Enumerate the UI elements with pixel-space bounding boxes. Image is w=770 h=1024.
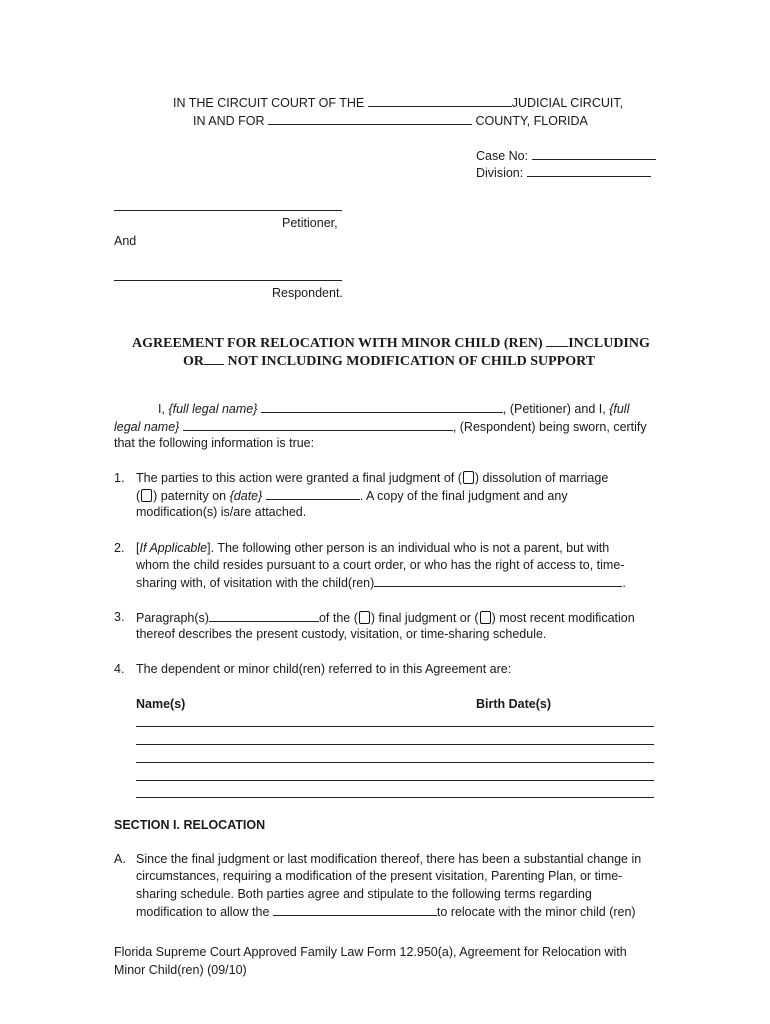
section-a-line3: sharing schedule. Both parties agree and stipulate to the following terms regarding	[136, 887, 592, 901]
county-field[interactable]	[268, 112, 472, 125]
item-2-line1	[136, 540, 609, 557]
item-2-text-a: ]. The following other person is an individual who is not a parent, but with	[207, 541, 610, 555]
item-1-text-a: The parties to this action were granted a final judgment of (	[136, 471, 462, 485]
item-2-period: .	[622, 576, 626, 590]
item-2-line3	[136, 574, 626, 592]
footer-line2: Minor Child(ren) (09/10)	[114, 963, 247, 977]
respondent-full-name-field[interactable]	[183, 418, 453, 431]
full-legal-name-hint: {full legal name}	[168, 402, 258, 416]
division-field[interactable]	[527, 164, 651, 177]
intro-petitioner-text: , (Petitioner) and I,	[502, 402, 606, 416]
intro-line3: that the following information is true:	[114, 436, 315, 450]
petitioner-full-name-field[interactable]	[261, 400, 503, 413]
recent-modification-checkbox[interactable]	[480, 611, 491, 624]
item-3-text-d: ) most recent modification	[491, 611, 635, 625]
item-3-line2: thereof describes the present custody, visitation, or time-sharing schedule.	[136, 627, 547, 641]
section-a-line1: Since the final judgment or last modification thereof, there has been a substantial change in	[136, 852, 642, 866]
intro-respondent-text: , (Respondent) being sworn, certify	[452, 420, 647, 434]
item-2-number: 2.	[114, 541, 125, 555]
full-hint: {full	[609, 402, 630, 416]
title-text-1: AGREEMENT FOR RELOCATION WITH MINOR CHILD (REN)	[132, 336, 543, 351]
item-4-number: 4.	[114, 662, 125, 676]
respondent-label: Respondent.	[272, 286, 343, 300]
item-1-line3: modification(s) is/are attached.	[136, 505, 307, 519]
item-1-text-b: ) dissolution of marriage	[474, 471, 609, 485]
if-applicable-hint: If Applicable	[139, 541, 208, 555]
form-title-line1	[132, 333, 650, 352]
child-row-line-3[interactable]	[136, 762, 654, 763]
child-row-line-5[interactable]	[136, 797, 654, 798]
other-person-field[interactable]	[374, 574, 622, 587]
dissolution-checkbox[interactable]	[463, 471, 474, 484]
title-including: INCLUDING	[568, 336, 650, 351]
relocating-party-field[interactable]	[273, 903, 437, 916]
item-1-text-d: . A copy of the final judgment and any	[359, 489, 568, 503]
section-a-text-b: to relocate with the minor child (ren)	[436, 905, 636, 919]
judicial-circuit-field[interactable]	[368, 94, 512, 107]
not-including-checkbox-blank[interactable]	[204, 351, 224, 365]
item-3-number: 3.	[114, 610, 125, 624]
item-3-line1	[136, 609, 635, 627]
and-label: And	[114, 234, 137, 248]
item-1-text-c: ) paternity on	[153, 489, 227, 503]
legal-name-hint: legal name}	[114, 420, 180, 434]
child-row-line-4[interactable]	[136, 780, 654, 781]
case-no-field[interactable]	[532, 147, 656, 160]
date-hint: {date}	[229, 489, 263, 503]
item-3-text-b: of the (	[318, 611, 358, 625]
child-row-line-2[interactable]	[136, 744, 654, 745]
section-a-line4	[136, 903, 636, 921]
title-or: OR	[183, 354, 204, 369]
intro-line1	[158, 400, 629, 418]
case-no-row	[476, 147, 656, 165]
paragraphs-field[interactable]	[209, 609, 319, 622]
including-checkbox-blank[interactable]	[546, 333, 568, 347]
in-and-for-label: IN AND FOR	[193, 114, 265, 128]
judicial-circuit-label: JUDICIAL CIRCUIT,	[511, 96, 624, 110]
division-label: Division:	[476, 166, 524, 180]
section-a-text-a: modification to allow the	[136, 905, 270, 919]
judgment-date-field[interactable]	[266, 487, 360, 500]
final-judgment-checkbox[interactable]	[359, 611, 370, 624]
item-3-text-a: Paragraph(s)	[136, 611, 209, 625]
court-label: IN THE CIRCUIT COURT OF THE	[173, 96, 365, 110]
birth-dates-column-header: Birth Date(s)	[476, 697, 552, 711]
petitioner-name-field[interactable]	[114, 210, 342, 211]
title-text-2: NOT INCLUDING MODIFICATION OF CHILD SUPPORT	[227, 354, 596, 369]
item-4-text: The dependent or minor child(ren) referred to in this Agreement are:	[136, 662, 512, 676]
section-a-line2: circumstances, requiring a modification of the present visitation, Parenting Plan, or time-	[136, 869, 623, 883]
paternity-checkbox[interactable]	[141, 489, 152, 502]
respondent-name-field[interactable]	[114, 280, 342, 281]
item-1-line2: ( ) paternity on {date} . A copy of the final judgment and any	[136, 489, 568, 503]
item-2-text-c: sharing with, of visitation with the child(ren)	[136, 576, 375, 590]
county-label: COUNTY, FLORIDA	[475, 114, 588, 128]
section-heading: SECTION I. RELOCATION	[114, 818, 266, 832]
footer-line1: Florida Supreme Court Approved Family Law Form 12.950(a), Agreement for Relocation with	[114, 945, 627, 959]
child-row-line-1[interactable]	[136, 726, 654, 727]
item-1-line1	[136, 470, 608, 487]
item-2-line2: whom the child resides pursuant to a court order, or who has the right of access to, time-	[136, 558, 625, 572]
item-3-text-c: ) final judgment or (	[370, 611, 479, 625]
petitioner-label: Petitioner,	[282, 216, 338, 230]
section-a-label: A.	[114, 852, 126, 866]
division-row	[476, 164, 651, 182]
court-header-line2	[193, 112, 588, 130]
intro-i: I,	[158, 402, 165, 416]
form-title-line2	[183, 351, 595, 370]
item-1-number: 1.	[114, 471, 125, 485]
court-header-line1	[173, 94, 623, 112]
intro-line2	[114, 418, 647, 436]
names-column-header: Name(s)	[136, 697, 186, 711]
case-no-label: Case No:	[476, 149, 529, 163]
item-2-bracket: [	[136, 541, 140, 555]
